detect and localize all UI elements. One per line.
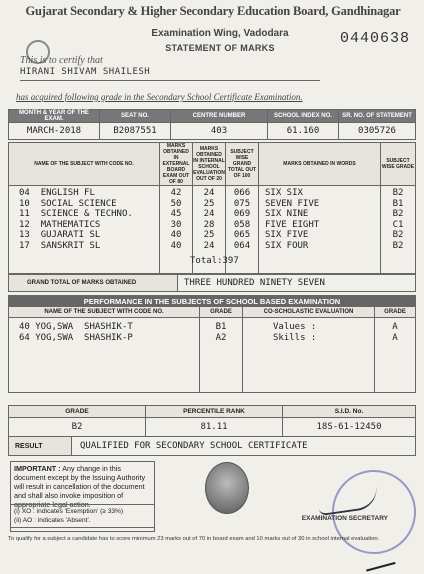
- subject-grade: B2: [392, 230, 404, 240]
- col-sid: S.I.D. No.: [283, 406, 416, 418]
- important-text: Any change in this document except by the Issuing Authority will result in cancellation of the document and shall also invoke imposition of appropriate legal action.: [14, 464, 146, 509]
- head-internal: MARKS OBTAINED IN INTERNAL SCHOOL EVALUATION OUT OF 20: [193, 143, 226, 186]
- head-external: MARKS OBTAINED IN EXTERNAL BOARD EXAM OUT OF 80: [160, 143, 193, 186]
- school-grade: A2: [215, 332, 227, 343]
- marks-words: SIX FIVE: [265, 230, 309, 240]
- internal-mark: 24: [203, 240, 215, 251]
- external-mark: 42: [170, 188, 182, 198]
- ao-note: (ii) AO : indicates 'Absent'.: [14, 517, 91, 524]
- internal-mark: 25: [203, 198, 215, 209]
- marks-words: SEVEN FIVE: [265, 198, 320, 209]
- summary-table: [8, 405, 416, 437]
- certify-text: This is to certify that: [20, 55, 103, 66]
- marks-words: FIVE EIGHT: [265, 219, 320, 230]
- col-exam-month: MONTH & YEAR OF THE EXAM.: [9, 110, 100, 123]
- col-sr-no: SR. NO. OF STATEMENT: [339, 110, 416, 123]
- co-scholastic-grade: A: [392, 322, 398, 332]
- subject-row: 12 MATHEMATICS: [19, 219, 101, 230]
- subject-grade: C1: [392, 219, 404, 230]
- col-school-subject: NAME OF THE SUBJECT WITH CODE NO.: [9, 307, 200, 318]
- marks-words: SIX FOUR: [265, 240, 309, 251]
- subject-row: 17 SANSKRIT SL: [19, 240, 101, 251]
- school-exam-table: [8, 295, 416, 393]
- total-mark: 065: [233, 230, 251, 240]
- grand-total-table: [8, 274, 416, 292]
- col-co-grade: GRADE: [375, 307, 416, 318]
- internal-mark: 24: [203, 188, 215, 198]
- statement-title: STATEMENT OF MARKS: [165, 43, 275, 53]
- subject-grade: B2: [392, 188, 404, 198]
- name-underline: [20, 80, 320, 81]
- school-subject-row: 64 YOG,SWA SHASHIK-P: [19, 332, 133, 343]
- external-mark: 30: [170, 219, 182, 230]
- total-mark: 064: [233, 240, 251, 251]
- overall-grade: B2: [9, 418, 146, 437]
- school-subject-row: 40 YOG,SWA SHASHIK-T: [19, 322, 133, 332]
- school-index: 61.160: [268, 123, 339, 140]
- internal-mark: 25: [203, 230, 215, 240]
- co-scholastic-area: Skills :: [273, 332, 317, 343]
- sid-number: 18S-61-12450: [283, 418, 416, 437]
- internal-mark: 28: [203, 219, 215, 230]
- result-value: QUALIFIED FOR SECONDARY SCHOOL CERTIFICATE: [72, 437, 416, 456]
- important-label: IMPORTANT :: [14, 464, 61, 473]
- external-mark: 45: [170, 209, 182, 219]
- col-school-grade: GRADE: [200, 307, 243, 318]
- col-seat-no: SEAT NO.: [100, 110, 171, 123]
- subject-grade: B2: [392, 209, 404, 219]
- grand-total-value: THREE HUNDRED NINETY SEVEN: [178, 275, 416, 292]
- serial-number: 0440638: [339, 30, 410, 47]
- xo-note: (i) XO : indicates 'Exemption' (≥ 33%): [14, 508, 124, 515]
- subject-row: 11 SCIENCE & TECHNO.: [19, 209, 133, 219]
- subject-grade: B2: [392, 240, 404, 251]
- head-subject: NAME OF THE SUBJECT WITH CODE NO.: [9, 143, 160, 186]
- marks-table: [8, 142, 416, 274]
- total-mark: 066: [233, 188, 251, 198]
- percentile-rank: 81.11: [146, 418, 283, 437]
- co-scholastic-grade: A: [392, 332, 398, 343]
- sr-no: 0305726: [339, 123, 416, 140]
- examiner-title: EXAMINATION SECRETARY: [301, 515, 388, 522]
- co-scholastic-area: Values :: [273, 322, 317, 332]
- col-percentile: PERCENTILE RANK: [146, 406, 283, 418]
- col-centre: CENTRE NUMBER: [171, 110, 268, 123]
- acquired-text: has acquired following grade in the Secondary School Certificate Examination.: [16, 92, 303, 102]
- head-total: SUBJECT WISE GRAND TOTAL OUT OF 100: [226, 143, 259, 186]
- head-grade: SUBJECT WISE GRADE: [381, 143, 416, 186]
- subject-grade: B1: [392, 198, 404, 209]
- result-table: [8, 436, 416, 456]
- subject-row: 13 GUJARATI SL: [19, 230, 101, 240]
- seat-no: B2087551: [100, 123, 171, 140]
- marks-total: Total:397: [190, 256, 239, 266]
- footer-note: To qualify for a subject a candidate has to score minimum 23 marks out of 70 in board exam and 10 marks out of 30 in school internal evaluation.: [8, 536, 380, 542]
- col-school-index: SCHOOL INDEX NO.: [268, 110, 339, 123]
- total-mark: 069: [233, 209, 251, 219]
- marks-words: SIX NINE: [265, 209, 309, 219]
- code-legend: [10, 504, 155, 528]
- exam-month: MARCH-2018: [9, 123, 100, 140]
- school-exam-title: PERFORMANCE IN THE SUBJECTS OF SCHOOL BASED EXAMINATION: [9, 296, 416, 307]
- exam-info-table: [8, 109, 416, 140]
- grand-total-label: GRAND TOTAL OF MARKS OBTAINED: [9, 275, 178, 292]
- external-mark: 40: [170, 230, 182, 240]
- total-mark: 075: [233, 198, 251, 209]
- total-mark: 058: [233, 219, 251, 230]
- internal-mark: 24: [203, 209, 215, 219]
- subject-row: 04 ENGLISH FL: [19, 188, 95, 198]
- head-words: MARKS OBTAINED IN WORDS: [259, 143, 381, 186]
- external-mark: 40: [170, 240, 182, 251]
- col-overall-grade: GRADE: [9, 406, 146, 418]
- student-name: HIRANI SHIVAM SHAILESH: [20, 67, 151, 77]
- subject-row: 10 SOCIAL SCIENCE: [19, 198, 117, 209]
- school-grade: B1: [215, 322, 227, 332]
- col-co-scholastic: CO-SCHOLASTIC EVALUATION: [243, 307, 375, 318]
- external-mark: 50: [170, 198, 182, 209]
- examination-wing: Examination Wing, Vadodara: [151, 28, 289, 39]
- marks-words: SIX SIX: [265, 188, 303, 198]
- centre-number: 403: [171, 123, 268, 140]
- student-photo: [205, 462, 249, 514]
- board-name: Gujarat Secondary & Higher Secondary Education Board, Gandhinagar: [25, 4, 401, 18]
- result-label: RESULT: [9, 437, 72, 456]
